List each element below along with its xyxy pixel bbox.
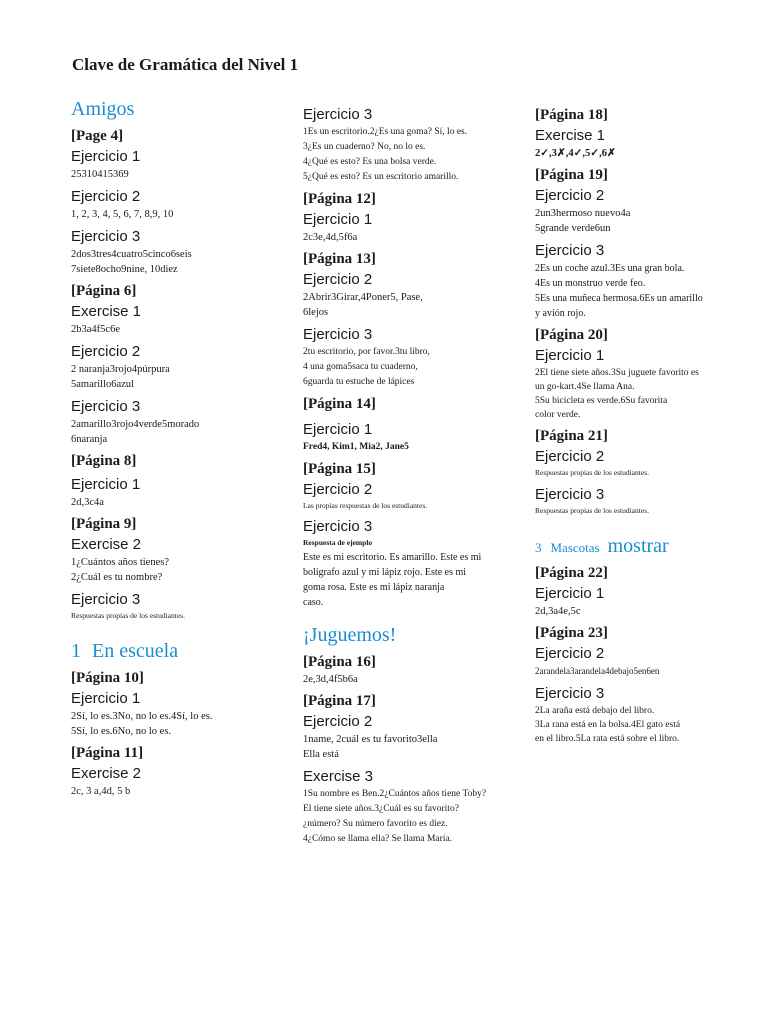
answer-subheading: Respuesta de ejemplo — [303, 538, 373, 547]
answer-text — [535, 206, 735, 236]
unit-name-small: Mascotas — [550, 540, 600, 555]
exercise-heading: Ejercicio 1 — [71, 476, 141, 493]
exercise-heading: Ejercicio 2 — [71, 188, 141, 205]
answer-text — [71, 247, 286, 277]
exercise-heading: Ejercicio 3 — [303, 518, 373, 535]
page-heading: [Page 4] — [71, 128, 124, 144]
unit-name: En escuela — [92, 640, 179, 662]
answer-text: 2c3e,4d,5f6a — [303, 232, 358, 243]
answer-line: 6lejos — [303, 307, 329, 318]
exercise-heading: Exercise 3 — [303, 768, 374, 785]
answer-line: Este es mi escritorio. Es amarillo. Este es mi — [303, 552, 482, 563]
answer-text — [71, 709, 286, 739]
answer-line: 4¿Qué es esto? Es una bolsa verde. — [303, 157, 437, 167]
page-heading: [Página 14] — [303, 396, 376, 412]
answer-line: en el libro.5La rata está sobre el libro. — [535, 734, 680, 744]
unit-title-mascotas — [535, 535, 735, 558]
exercise-heading: Ejercicio 2 — [535, 187, 605, 204]
answer-text — [71, 555, 286, 585]
answer-text: 2e,3d,4f5b6a — [303, 674, 358, 685]
answer-text — [71, 362, 286, 392]
answer-text: Las propias respuestas de los estudiantes. — [303, 501, 428, 510]
page-heading: [Página 6] — [71, 283, 137, 299]
answer-text: Fred4, Kim1, Mia2, Jane5 — [303, 442, 409, 452]
answer-line: 6guarda tu estuche de lápices — [303, 377, 415, 387]
page-heading: [Página 16] — [303, 654, 376, 670]
exercise-heading: Ejercicio 3 — [71, 591, 141, 608]
exercise-heading: Exercise 2 — [71, 536, 142, 553]
answer-line: 2Es un coche azul.3Es una gran bola. — [535, 263, 685, 274]
exercise-heading: Ejercicio 2 — [303, 481, 373, 498]
answer-line: 4Es un monstruo verde feo. — [535, 278, 646, 289]
exercise-heading: Exercise 1 — [535, 127, 606, 144]
answer-text: 1, 2, 3, 4, 5, 6, 7, 8,9, 10 — [71, 209, 174, 220]
page-title: Clave de Gramática del Nivel 1 — [72, 55, 299, 74]
answer-line: 2Sí, lo es.3No, no lo es.4Sí, lo es. — [71, 711, 213, 722]
answer-line: 2El tiene siete años.3Su juguete favorito es — [535, 368, 699, 378]
answer-line: El tiene siete años.3¿Cuál es su favorito? — [303, 804, 459, 814]
answer-text: 2✓,3✗,4✓,5✓,6✗ — [535, 148, 616, 159]
answer-line: 5Su bicicleta es verde.6Su favorita — [535, 396, 668, 406]
answer-line: 1Es un escritorio.2¿Es una goma? Sí, lo es. — [303, 127, 468, 137]
exercise-heading: Ejercicio 2 — [303, 271, 373, 288]
answer-line: goma rosa. Este es mi lápiz naranja — [303, 582, 445, 593]
page-heading: [Página 17] — [303, 693, 376, 709]
answer-line: color verde. — [535, 410, 581, 420]
answer-line: 6naranja — [71, 434, 108, 445]
exercise-heading: Ejercicio 3 — [71, 398, 141, 415]
page-heading: [Página 18] — [535, 107, 608, 123]
answer-text — [303, 732, 521, 762]
exercise-heading: Ejercicio 3 — [303, 106, 373, 123]
exercise-heading: Ejercicio 2 — [535, 645, 605, 662]
answer-text: 2c, 3 a,4d, 5 b — [71, 786, 131, 797]
page-heading: [Página 19] — [535, 167, 608, 183]
answer-text: Respuestas propias de los estudiantes. — [535, 506, 649, 515]
answer-line: 1¿Cuántos años tienes? — [71, 557, 169, 568]
page-heading: [Página 23] — [535, 625, 608, 641]
page-heading: [Página 21] — [535, 428, 608, 444]
unit-number: 3 — [535, 540, 542, 555]
answer-line: 2 naranja3rojo4púrpura — [71, 364, 170, 375]
page-heading: [Página 10] — [71, 670, 144, 686]
page-heading: [Página 15] — [303, 461, 376, 477]
answer-line: 5Sí, lo es.6No, no lo es. — [71, 726, 172, 737]
answer-text — [71, 417, 286, 447]
answer-line: 5amarillo6azul — [71, 379, 134, 390]
exercise-heading: Ejercicio 1 — [535, 585, 605, 602]
column-3 — [535, 104, 735, 751]
answer-line: 2La araña está debajo del libro. — [535, 706, 655, 716]
answer-text: 2d,3a4e,5c — [535, 606, 581, 617]
unit-title-juguemos: ¡Juguemos! — [303, 624, 397, 646]
exercise-heading: Ejercicio 1 — [535, 347, 605, 364]
unit-name: mostrar — [607, 535, 669, 557]
answer-line: 2Abrir3Girar,4Poner5, Pase, — [303, 292, 423, 303]
answer-line: un go-kart.4Se llama Ana. — [535, 382, 635, 392]
answer-text: 2b3a4f5c6e — [71, 324, 120, 335]
exercise-heading: Exercise 1 — [71, 303, 142, 320]
exercise-heading: Ejercicio 1 — [71, 690, 141, 707]
answer-line: 5Es una muñeca hermosa.6Es un amarillo — [535, 293, 703, 304]
answer-line: 2amarillo3rojo4verde5morado — [71, 419, 200, 430]
unit-title-amigos: Amigos — [71, 98, 135, 120]
answer-line: ¿número? Su número favorito es diez. — [303, 819, 448, 829]
answer-text — [303, 345, 521, 390]
answer-line: 2¿Cuál es tu nombre? — [71, 572, 163, 583]
exercise-heading: Ejercicio 2 — [535, 448, 605, 465]
answer-text — [535, 704, 735, 746]
column-1 — [71, 98, 286, 804]
answer-line: 2dos3tres4cuatro5cinco6seis — [71, 249, 192, 260]
answer-line: 1name, 2cuál es tu favorito3ella — [303, 734, 438, 745]
page-heading: [Página 13] — [303, 251, 376, 267]
exercise-heading: Ejercicio 2 — [71, 343, 141, 360]
answer-text: 2arandela3arandela4debajo5en6en — [535, 666, 660, 676]
answer-text: Respuestas propias de los estudiantes. — [71, 611, 185, 620]
page-heading: [Página 11] — [71, 745, 144, 761]
exercise-heading: Exercise 2 — [71, 765, 142, 782]
answer-line: 4 una goma5saca tu cuaderno, — [303, 362, 418, 372]
exercise-heading: Ejercicio 3 — [71, 228, 141, 245]
exercise-heading: Ejercicio 3 — [535, 486, 605, 503]
answer-line: 3¿Es un cuaderno? No, no lo es. — [303, 142, 426, 152]
page-heading: [Página 20] — [535, 327, 608, 343]
answer-line: bolígrafo azul y mi lápiz rojo. Este es mi — [303, 567, 467, 578]
answer-text — [535, 366, 735, 422]
answer-line: 2un3hermoso nuevo4a — [535, 208, 631, 219]
answer-text — [303, 125, 521, 185]
answer-text — [303, 290, 521, 320]
answer-text: 25310415369 — [71, 169, 129, 180]
answer-line: 5¿Qué es esto? Es un escritorio amarillo. — [303, 172, 459, 182]
exercise-heading: Ejercicio 3 — [535, 685, 605, 702]
unit-title-en-escuela — [71, 640, 286, 663]
page-heading: [Página 8] — [71, 453, 137, 469]
exercise-heading: Ejercicio 1 — [303, 211, 373, 228]
answer-line: 4¿Cómo se llama ella? Se llama María. — [303, 834, 453, 844]
answer-line: 5grande verde6un — [535, 223, 611, 234]
answer-line: y avión rojo. — [535, 308, 586, 319]
column-2 — [303, 104, 521, 852]
answer-line: 7siete8ocho9nine, 10diez — [71, 264, 178, 275]
page-heading: [Página 9] — [71, 516, 137, 532]
exercise-heading: Ejercicio 2 — [303, 713, 373, 730]
exercise-heading: Ejercicio 3 — [303, 326, 373, 343]
answer-text — [303, 787, 521, 847]
page-heading: [Página 12] — [303, 191, 376, 207]
exercise-heading: Ejercicio 1 — [71, 148, 141, 165]
answer-text — [535, 261, 735, 321]
answer-line: Ella está — [303, 749, 339, 760]
answer-line: 3La rana está en la bolsa.4El gato está — [535, 720, 681, 730]
answer-line: 2tu escritorio, por favor.3tu libro, — [303, 347, 430, 357]
answer-line: 1Su nombre es Ben.2¿Cuántos años tiene Toby? — [303, 789, 487, 799]
answer-text: 2d,3c4a — [71, 497, 104, 508]
page-heading: [Página 22] — [535, 565, 608, 581]
unit-number: 1 — [71, 640, 81, 662]
exercise-heading: Ejercicio 3 — [535, 242, 605, 259]
answer-text: Respuestas propias de los estudiantes. — [535, 468, 649, 477]
answer-text — [303, 550, 521, 610]
exercise-heading: Ejercicio 1 — [303, 421, 373, 438]
answer-line: caso. — [303, 597, 324, 608]
